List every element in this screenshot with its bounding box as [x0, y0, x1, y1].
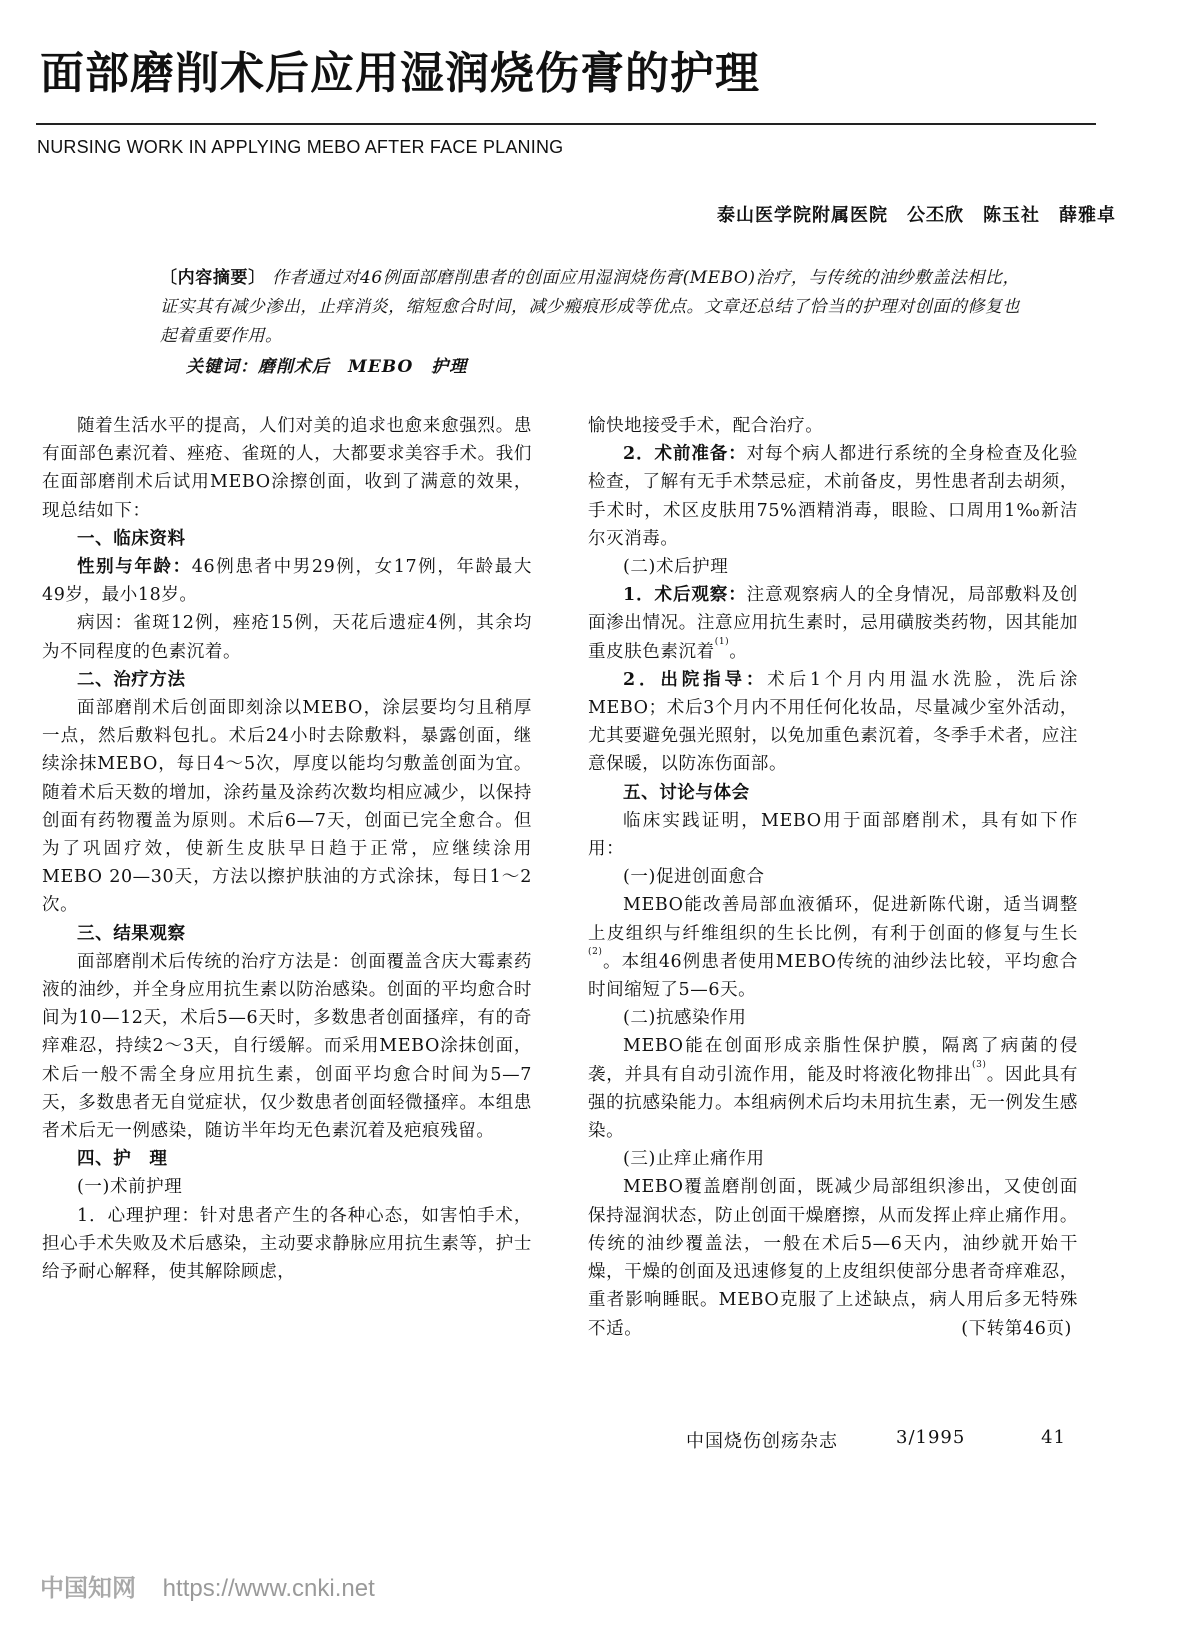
left-column	[42, 412, 532, 1286]
issue-number: 3/1995	[896, 1427, 966, 1448]
paragraph-label: 1．术后观察：	[623, 585, 747, 606]
paragraph-label: 性别与年龄：	[77, 557, 192, 578]
section-heading: 四、护 理	[77, 1149, 168, 1170]
authors: 泰山医学院附属医院 公丕欣 陈玉社 薛雅卓	[717, 205, 1116, 226]
paragraph	[588, 891, 1078, 1004]
article-title: 面部磨削术后应用湿润烧伤膏的护理	[40, 48, 760, 99]
paragraph-text: 对每个病人都进行系统的全身检查及化验检查，了解有无手术禁忌症，术前备皮，男性患者刮去胡须，手术时，术区皮肤用75%酒精消毒，眼睑、口周用1‰新洁尔灭消毒。	[588, 444, 1078, 549]
right-column	[588, 412, 1078, 1343]
paragraph-text: 术后1个月内用温水洗脸，洗后涂MEBO；术后3个月内不用任何化妆品，尽量减少室外活动，尤其要避免强光照射，以免加重色素沉着，冬季手术者，应注意保暖，以防冻伤面部。	[588, 669, 1078, 775]
paragraph-label: 2．术前准备：	[623, 444, 747, 465]
journal-name: 中国烧伤创疡杂志	[686, 1431, 838, 1452]
paragraph	[588, 440, 1078, 553]
paragraph-text: 。因此具有强的抗感染能力。本组病例术后均未用抗生素，无一例发生感染。	[588, 1064, 1078, 1142]
english-subtitle: NURSING WORK IN APPLYING MEBO AFTER FACE PLANING	[37, 137, 564, 157]
cnki-watermark	[40, 1568, 375, 1603]
page-footer	[686, 1427, 1066, 1453]
reference-mark: (3)	[972, 1059, 987, 1070]
subsection-heading: (一)术前护理	[77, 1177, 183, 1198]
paragraph	[42, 553, 532, 609]
paragraph-text: 注意观察病人的全身情况，局部敷料及创面渗出情况。注意应用抗生素时，忌用磺胺类药物，因其能加重皮肤色素沉着	[588, 585, 1078, 662]
paragraph-label: 2．出院指导：	[623, 669, 768, 690]
section-heading: 五、讨论与体会	[623, 782, 750, 803]
subsection-heading: (三)止痒止痛作用	[623, 1149, 765, 1170]
paragraph: 面部磨削术后传统的治疗方法是：创面覆盖含庆大霉素药液的油纱，并全身应用抗生素以防治感染。创面的平均愈合时间为10—12天，术后5—6天时，多数患者创面搔痒，有的奇痒难忍，持续2～3天，自行缓解。而采用MEBO涂抹创面，术后一般不需全身应用抗生素，创面平均愈合时间为5—7天，多数患者无自觉症状，仅少数患者创面轻微搔痒。本组患者术后无一例感染，随访半年均无色素沉着及疤痕残留。	[42, 951, 532, 1142]
section-heading: 一、临床资料	[77, 528, 186, 549]
paragraph-text: MEBO能改善局部血液循环，促进新陈代谢，适当调整上皮组织与纤维组织的生长比例，有利于创面的修复与生长	[588, 895, 1078, 944]
cnki-url[interactable]: https://www.cnki.net	[162, 1575, 375, 1602]
paragraph-text: 46例患者中男29例，女17例，年龄最大49岁，最小18岁。	[42, 557, 532, 606]
continued-note: (下转第46页)	[961, 1318, 1072, 1339]
paragraph	[588, 1032, 1078, 1145]
abstract-text: 作者通过对46例面部磨削患者的创面应用湿润烧伤膏(MEBO)治疗，与传统的油纱敷盖法相比，证实其有减少渗出，止痒消炎，缩短愈合时间，减少瘢痕形成等优点。文章还总结了恰当的护理对创面的修复也起着重要作用。	[160, 268, 1021, 346]
cnki-logo: 中国知网	[40, 1575, 136, 1602]
reference-mark: (1)	[714, 636, 730, 647]
paragraph-text: MEBO能在创面形成亲脂性保护膜，隔离了病菌的侵袭，并具有自动引流作用，能及时将液化物排出	[588, 1036, 1078, 1085]
abstract-label: 〔内容摘要〕	[160, 268, 266, 288]
subsection-heading: (一)促进创面愈合	[623, 867, 765, 888]
paragraph: 临床实践证明，MEBO用于面部磨削术，具有如下作用：	[588, 810, 1078, 860]
reference-mark: (2)	[588, 946, 603, 957]
paragraph	[588, 666, 1078, 779]
title-rule	[36, 123, 1096, 125]
paragraph-text: 。本组46例患者使用MEBO传统的油纱法比较，平均愈合时间缩短了5—6天。	[588, 951, 1078, 1001]
paragraph: MEBO覆盖磨削创面，既减少局部组织渗出，又使创面保持湿润状态，防止创面干燥磨擦，从而发挥止痒止痛作用。传统的油纱覆盖法，一般在术后5—6天内，油纱就开始干燥，干燥的创面及迅速修复的上皮组织使部分患者奇痒难忍，重者影响睡眠。MEBO克服了上述缺点，病人用后多无特殊不适。	[588, 1177, 1078, 1339]
keywords: 关键词：磨削术后 MEBO 护理	[186, 357, 468, 377]
intro-paragraph: 随着生活水平的提高，人们对美的追求也愈来愈强烈。患有面部色素沉着、痤疮、雀斑的人，大都要求美容手术。我们在面部磨削术后试用MEBO涂擦创面，收到了满意的效果，现总结如下：	[42, 416, 532, 521]
section-heading: 三、结果观察	[77, 923, 186, 944]
paragraph: 1．心理护理：针对患者产生的各种心态，如害怕手术，担心手术失败及术后感染，主动要求静脉应用抗生素等，护士给予耐心解释，使其解除顾虑，	[42, 1205, 532, 1283]
abstract	[160, 264, 1020, 351]
page-number: 41	[1041, 1427, 1066, 1448]
paragraph-text: 。	[729, 641, 748, 662]
paragraph	[588, 581, 1078, 666]
subsection-heading: (二)抗感染作用	[623, 1008, 747, 1029]
subsection-heading: (二)术后护理	[623, 557, 729, 578]
section-heading: 二、治疗方法	[77, 669, 186, 690]
paragraph: 病因：雀斑12例，痤疮15例，天花后遗症4例，其余均为不同程度的色素沉着。	[42, 613, 532, 662]
paragraph: 面部磨削术后创面即刻涂以MEBO，涂层要均匀且稍厚一点，然后敷料包扎。术后24小时去除敷料，暴露创面，继续涂抹MEBO，每日4～5次，厚度以能均匀敷盖创面为宜。随着术后天数的增加，涂药量及涂药次数均相应减少，以保持创面有药物覆盖为原则。术后6—7天，创面已完全愈合。但为了巩固疗效，使新生皮肤早日趋于正常，应继续涂用MEBO 20—30天，方法以擦护肤油的方式涂抹，每日1～2次。	[42, 698, 532, 916]
paragraph: 愉快地接受手术，配合治疗。	[588, 416, 824, 436]
